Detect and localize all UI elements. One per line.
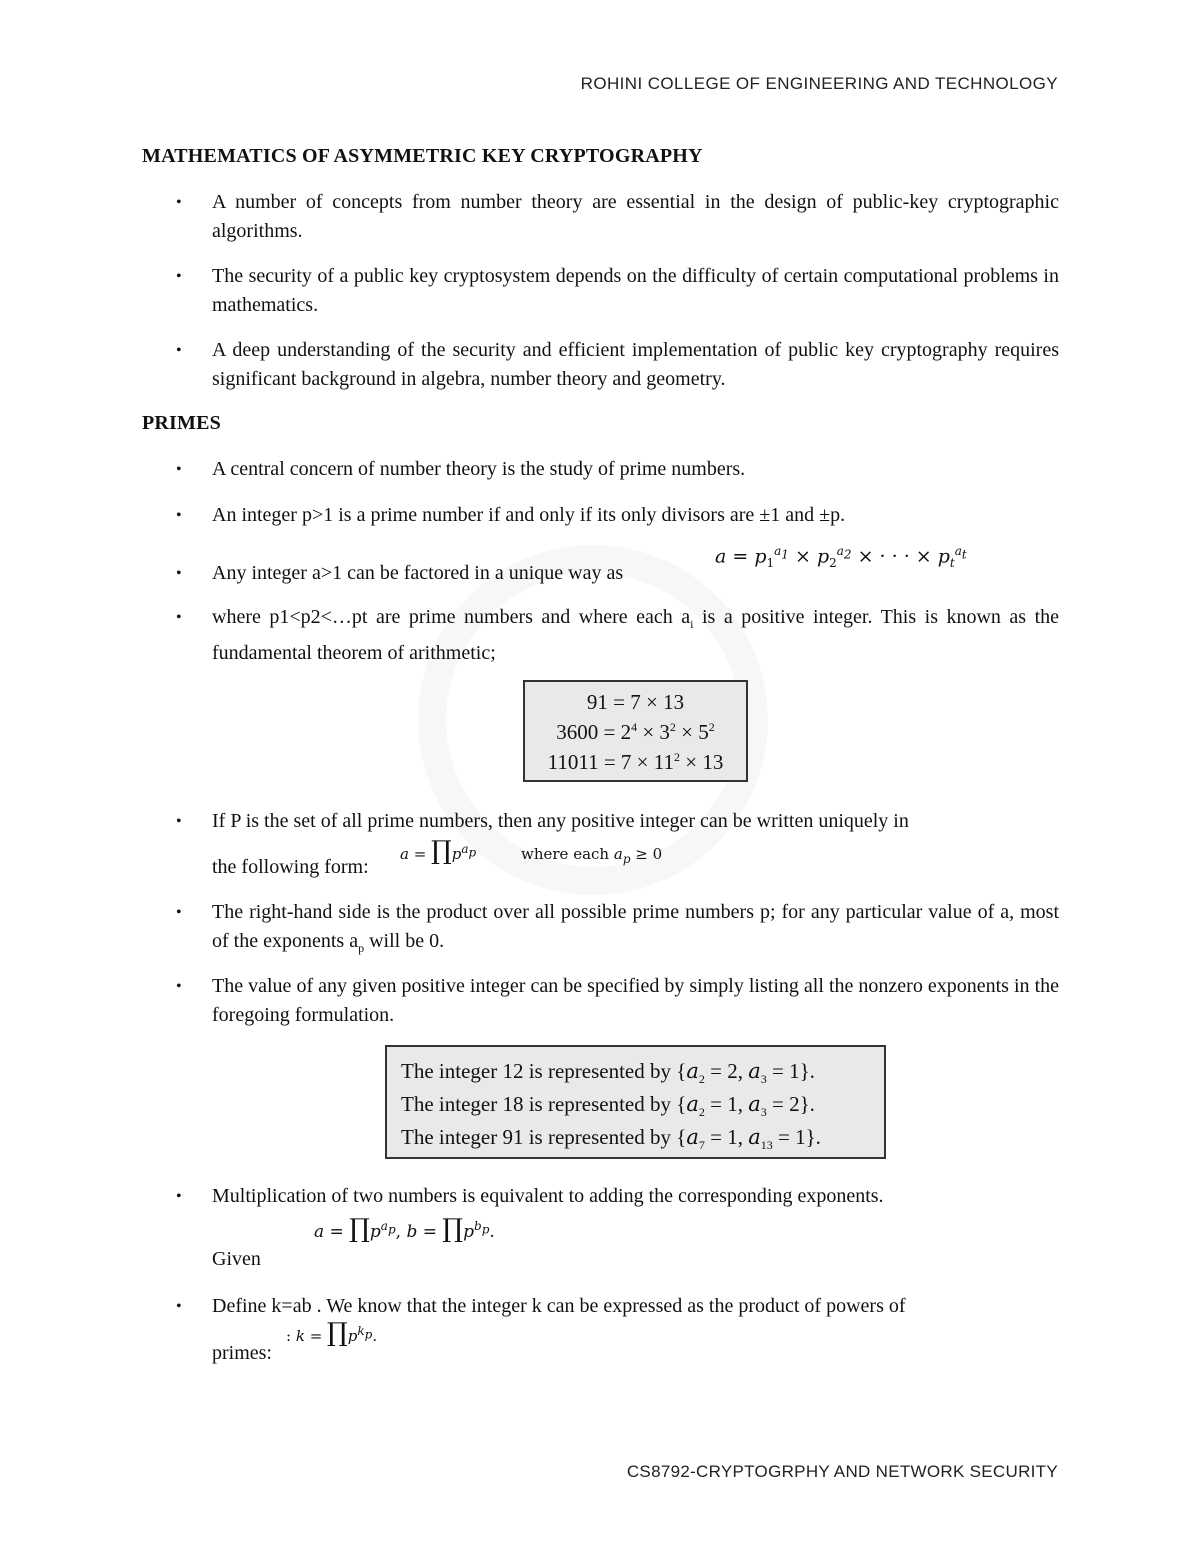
list-item: • where p1<p2<…pt are prime numbers and where each $a_i$ is a positive integer. This is known as the fundamental theorem of arithmetic;	[176, 603, 1059, 668]
factorization-formula: $a = p_1^{a_1} \times p_2^{a_2}$ × · · · × $p_t^{a_t}$	[715, 544, 967, 571]
k-product-formula: : $k = \prod p^{k_p}$.	[286, 1318, 378, 1348]
bullet-icon: •	[176, 565, 182, 582]
bullet-icon: •	[176, 609, 182, 626]
ab-product-formula: $a = \prod p^{a_p}$, $b = \prod p^{b_p}$.	[314, 1214, 495, 1244]
list-item: • The value of any given positive integer can be specified by simply listing all the nonzero exponents in the foregoing formulation.	[176, 972, 1059, 1030]
section-title-asymmetric: MATHEMATICS OF ASYMMETRIC KEY CRYPTOGRAPHY	[142, 145, 703, 167]
bullet-icon: •	[176, 194, 182, 211]
page-footer: CS8792-CRYPTOGRPHY AND NETWORK SECURITY	[626, 1462, 1058, 1481]
example-11011: $11011 = 7 \times 11^2 \times 13$	[547, 750, 724, 774]
repr-91: The integer 91 is represented by {$a_7 = 1$, $a_{13} = 1$}.	[401, 1125, 821, 1153]
bullet-icon: •	[176, 461, 182, 478]
list-item-continuation: Given	[212, 1248, 261, 1270]
bullet-icon: •	[176, 978, 182, 995]
repr-18: The integer 18 is represented by {$a_2 = 1$, $a_3 = 2$}.	[401, 1092, 815, 1120]
list-item: • The security of a public key cryptosystem depends on the difficulty of certain computational problems in mathematics.	[176, 262, 1059, 320]
example-3600: $3600 = 2^4 \times 3^2 \times 5^2$	[556, 720, 715, 744]
list-item-continuation: primes:	[212, 1342, 272, 1364]
bullet-icon: •	[176, 268, 182, 285]
list-item: • Multiplication of two numbers is equivalent to adding the corresponding exponents.	[176, 1182, 1059, 1211]
repr-12: The integer 12 is represented by {$a_2 = 2$, $a_3 = 1$}.	[401, 1059, 815, 1087]
list-item: • Any integer a>1 can be factored in a unique way as	[176, 559, 1059, 588]
bullet-icon: •	[176, 1188, 182, 1205]
section-title-primes: PRIMES	[142, 412, 221, 434]
bullet-icon: •	[176, 342, 182, 359]
bullet-icon: •	[176, 904, 182, 921]
list-item: • Define k=ab . We know that the integer k can be expressed as the product of powers of	[176, 1292, 1059, 1321]
product-formula: $a = \prod p^{a_p}$ where each $a_p \ge 0$	[400, 836, 663, 866]
list-item: • If P is the set of all prime numbers, then any positive integer can be written uniquely in	[176, 807, 1059, 836]
bullet-icon: •	[176, 507, 182, 524]
list-item: • A deep understanding of the security and efficient implementation of public key cryptography requires significant background in algebra, number theory and geometry.	[176, 336, 1059, 394]
list-item: • A number of concepts from number theory are essential in the design of public-key cryptographic algorithms.	[176, 188, 1059, 246]
factorization-examples-box	[523, 680, 748, 782]
page-header: ROHINI COLLEGE OF ENGINEERING AND TECHNOLOGY	[580, 74, 1058, 93]
bullet-icon: •	[176, 1298, 182, 1315]
bullet-icon: •	[176, 813, 182, 830]
representation-examples-box	[385, 1045, 886, 1159]
list-item: • An integer p>1 is a prime number if and only if its only divisors are ±1 and ±p.	[176, 501, 1059, 530]
list-item: • A central concern of number theory is the study of prime numbers.	[176, 455, 1059, 484]
list-item: • The right-hand side is the product over all possible prime numbers p; for any particular value of a, most of the exponents $a_p$ will be 0.	[176, 898, 1059, 963]
example-91: 91 = 7 × 13	[586, 690, 685, 714]
list-item-continuation: the following form:	[212, 856, 369, 878]
